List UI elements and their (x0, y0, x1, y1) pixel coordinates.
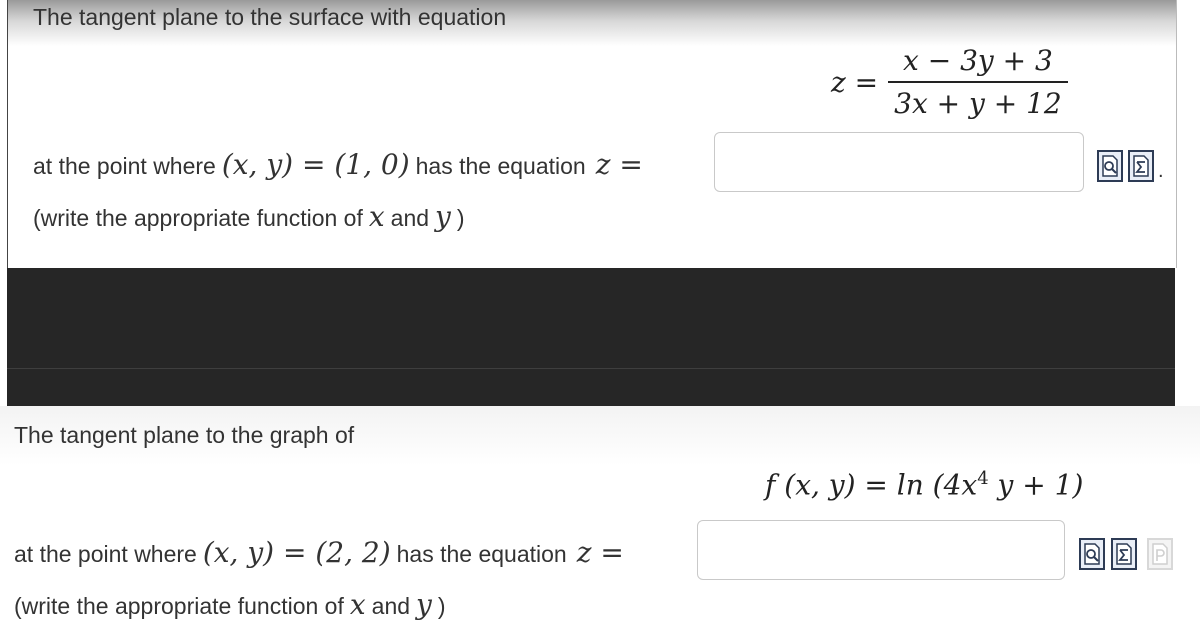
z-equals: z = (595, 148, 643, 181)
preview-icon (1082, 542, 1102, 566)
equation-editor-icon (1131, 154, 1151, 178)
problem-2-hint (14, 588, 446, 621)
equation-editor-button[interactable] (1111, 538, 1137, 570)
formula-numerator: x − 3y + 3 (903, 44, 1053, 77)
hint-prefix: (write the appropriate function of (33, 205, 363, 231)
problem-1-formula (831, 44, 1068, 120)
problem-1-intro: The tangent plane to the surface with equation (33, 4, 507, 30)
band-seam (7, 368, 1175, 369)
z-equals: z = (576, 536, 624, 569)
preview-icon (1100, 154, 1120, 178)
trailing-period: . (1158, 160, 1164, 182)
problem-1-answer-input[interactable] (714, 132, 1084, 192)
hint-y: y (416, 588, 432, 621)
problem-2-panel (0, 406, 1200, 639)
hint-x: x (349, 588, 366, 621)
hint-suffix: ) (437, 593, 446, 619)
hint-suffix: ) (456, 205, 465, 231)
formula-denominator: 3x + y + 12 (888, 81, 1068, 120)
formula-lhs: z = (831, 65, 879, 99)
formula-palette-button[interactable] (1147, 538, 1173, 570)
hint-and: and (371, 593, 411, 619)
hint-y: y (435, 200, 451, 233)
problem-2-formula (765, 468, 1083, 501)
equation-editor-icon (1114, 542, 1134, 566)
point-prefix: at the point where (14, 541, 197, 567)
hint-prefix: (write the appropriate function of (14, 593, 344, 619)
has-equation-text: has the equation (415, 153, 586, 179)
equation-editor-button[interactable] (1128, 150, 1154, 182)
formula-fraction (888, 44, 1068, 120)
has-equation-text: has the equation (396, 541, 567, 567)
dark-separator-band (7, 268, 1175, 406)
point-math: (x, y) = (2, 2) (202, 536, 391, 569)
formula-tail: y + 1) (988, 468, 1084, 502)
problem-1-point-line (33, 148, 649, 181)
problem-2-answer-input[interactable] (697, 520, 1065, 580)
hint-and: and (390, 205, 430, 231)
preview-button[interactable] (1079, 538, 1105, 570)
formula-exponent: 4 (977, 468, 989, 489)
problem-2-point-line (14, 536, 630, 569)
problem-2-intro: The tangent plane to the graph of (14, 422, 355, 448)
hint-x: x (368, 200, 385, 233)
problem-1-hint (33, 200, 465, 233)
problem-1-panel (7, 0, 1177, 268)
point-math: (x, y) = (1, 0) (221, 148, 410, 181)
formula-palette-icon (1150, 542, 1170, 566)
point-prefix: at the point where (33, 153, 216, 179)
preview-button[interactable] (1097, 150, 1123, 182)
formula-main: f (x, y) = ln (4x (765, 468, 978, 502)
